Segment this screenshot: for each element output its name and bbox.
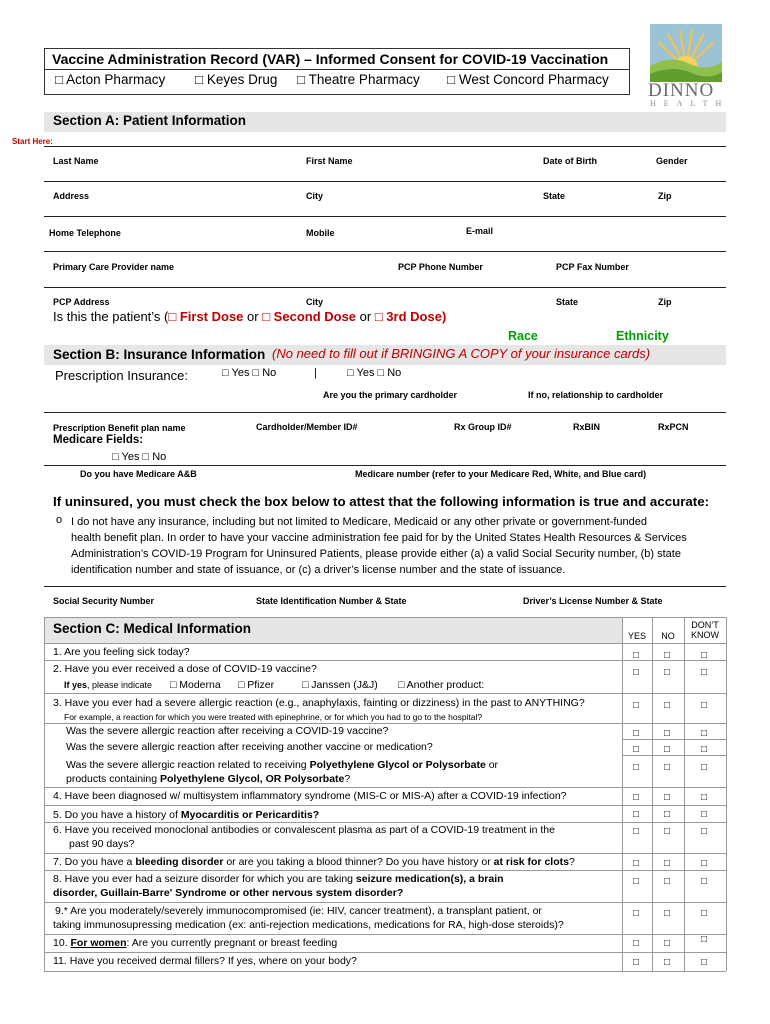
grid-line xyxy=(44,952,726,953)
question-1: 1. Are you feeling sick today? xyxy=(53,646,190,658)
bold-text: bleeding disorder xyxy=(135,856,224,868)
pcp-address-label: PCP Address xyxy=(53,297,110,307)
answer-no-checkbox[interactable]: □ xyxy=(664,957,671,968)
question-7 xyxy=(53,855,575,869)
state-id-label: State Identification Number & State xyxy=(256,596,407,606)
col-dont-know-line: DON’T xyxy=(691,620,719,630)
divider xyxy=(44,412,726,413)
pcp-state-label: State xyxy=(556,297,579,307)
text: ? xyxy=(344,773,351,785)
divider xyxy=(44,181,726,182)
answer-dont-know-checkbox[interactable]: □ xyxy=(701,667,708,678)
question-10 xyxy=(53,936,337,950)
plan-name-label: Prescription Benefit plan name xyxy=(53,423,186,433)
question-9-line2: taking immunosupressing medication (ex: anti-rejection medications, medications for RA, high-dose steroids)? xyxy=(53,919,564,931)
answer-yes-checkbox[interactable]: □ xyxy=(633,700,640,711)
another-product-checkbox[interactable]: □ Another product: xyxy=(398,679,485,691)
bold-text: at risk for clots xyxy=(493,856,569,868)
answer-dont-know-checkbox[interactable]: □ xyxy=(701,728,708,739)
question-4: 4. Have been diagnosed w/ multisystem inflammatory syndrome (MIS-C or MIS-A) after a COVID-19 infection? xyxy=(53,790,567,802)
question-3: 3. Have you ever had a severe allergic reaction (e.g., anaphylaxis, fainting or dizziness) in the past to ANYTHING? xyxy=(53,697,585,709)
text: : Are you currently pregnant or breast feeding xyxy=(126,937,338,949)
answer-dont-know-checkbox[interactable]: □ xyxy=(701,792,708,803)
primary-cardholder-label: Are you the primary cardholder xyxy=(323,390,458,400)
dob-label: Date of Birth xyxy=(543,156,597,166)
medicare-fields-label: Medicare Fields: xyxy=(53,434,144,446)
divider xyxy=(44,146,726,147)
grid-line xyxy=(44,617,45,971)
text: ? xyxy=(568,856,575,868)
pcp-fax-label: PCP Fax Number xyxy=(556,262,629,272)
grid-line xyxy=(44,853,726,854)
attestation-line: I do not have any insurance, including but not limited to Medicare, Medicaid or any other private or government-funded xyxy=(71,516,647,528)
answer-yes-checkbox[interactable]: □ xyxy=(633,826,640,837)
pcp-city-label: City xyxy=(306,297,324,307)
dinno-logo-icon xyxy=(650,24,722,82)
grid-line xyxy=(44,617,726,618)
relationship-label: If no, relationship to cardholder xyxy=(528,390,664,400)
text: 7. Do you have a xyxy=(53,856,136,868)
grid-line xyxy=(44,870,726,871)
answer-no-checkbox[interactable]: □ xyxy=(664,876,671,887)
city-label: City xyxy=(306,191,324,201)
dose-or: or xyxy=(243,309,263,324)
second-dose-checkbox[interactable]: □ Second Dose xyxy=(262,309,357,324)
pcp-zip-label: Zip xyxy=(658,297,672,307)
race-label: Race xyxy=(508,329,538,343)
rx-insurance-label: Prescription Insurance: xyxy=(55,368,188,383)
uninsured-attestation xyxy=(71,514,687,578)
divider xyxy=(44,287,726,288)
address-label: Address xyxy=(53,191,90,201)
grid-line xyxy=(622,617,623,971)
attestation-line: health benefit plan. In order to have your vaccine administration fee paid for by the United States Health Resources & Services xyxy=(71,532,687,544)
state-label: State xyxy=(543,191,566,201)
question-9 xyxy=(53,904,564,932)
dl-label: Driver’s License Number & State xyxy=(523,596,663,606)
logo-subtitle: HEALTH xyxy=(650,99,730,108)
answer-no-checkbox[interactable]: □ xyxy=(664,809,671,820)
answer-dont-know-checkbox[interactable]: □ xyxy=(701,934,708,945)
if-yes-label: If yes xyxy=(64,680,88,690)
gender-label: Gender xyxy=(656,156,688,166)
grid-line xyxy=(684,617,685,971)
answer-dont-know-checkbox[interactable]: □ xyxy=(701,762,708,773)
answer-no-checkbox[interactable]: □ xyxy=(664,908,671,919)
answer-yes-checkbox[interactable]: □ xyxy=(633,957,640,968)
question-3a: Was the severe allergic reaction after receiving a COVID-19 vaccine? xyxy=(66,725,389,737)
answer-yes-checkbox[interactable]: □ xyxy=(633,744,640,755)
medicare-number-label: Medicare number (refer to your Medicare Red, White, and Blue card) xyxy=(355,469,647,479)
question-8-line1 xyxy=(53,872,504,886)
grid-line xyxy=(44,971,726,972)
logo-wordmark: DINNO xyxy=(648,80,715,101)
dose-question xyxy=(53,309,446,324)
question-6 xyxy=(53,823,555,851)
text: 8. Have you ever had a seizure disorder for which you are taking xyxy=(53,873,356,885)
first-name-label: First Name xyxy=(306,156,353,166)
answer-dont-know-checkbox[interactable]: □ xyxy=(701,650,708,661)
question-3c-line2 xyxy=(66,772,498,786)
answer-dont-know-checkbox[interactable]: □ xyxy=(701,908,708,919)
pharmacy-acton-checkbox[interactable]: □ Acton Pharmacy xyxy=(55,72,166,87)
question-9-line1: 9.* Are you moderately/severely immunocompromised (ie: HIV, cancer treatment), a transplant patient, or xyxy=(55,905,542,917)
last-name-label: Last Name xyxy=(53,156,99,166)
indicate-label: , please indicate xyxy=(87,680,153,690)
text: 10. xyxy=(53,937,71,949)
answer-yes-checkbox[interactable]: □ xyxy=(633,858,640,869)
col-dont-know-header xyxy=(684,620,726,640)
attestation-line: Administration’s COVID-19 Program for Uninsured Patients, please provide either (a) a valid Social Security number, (b) state xyxy=(71,548,681,560)
bold-text: For women xyxy=(70,937,127,949)
divider xyxy=(44,586,726,587)
zip-label: Zip xyxy=(658,191,672,201)
text: or are you taking a blood thinner? Do you have history or xyxy=(223,856,494,868)
col-yes-header: YES xyxy=(627,631,646,641)
bold-text: Polyethylene Glycol or Polysorbate xyxy=(309,759,486,771)
answer-yes-checkbox[interactable]: □ xyxy=(633,762,640,773)
bold-text: Myocarditis or Pericarditis? xyxy=(180,809,320,821)
first-dose-checkbox[interactable]: □ First Dose xyxy=(168,309,244,324)
answer-dont-know-checkbox[interactable]: □ xyxy=(701,957,708,968)
question-3c xyxy=(66,758,498,786)
grid-line xyxy=(44,643,726,644)
uninsured-heading: If uninsured, you must check the box below to attest that the following information is true and accurate: xyxy=(53,494,710,509)
dose-prefix: Is this the patient’s ( xyxy=(53,309,169,324)
group-id-label: Rx Group ID# xyxy=(454,422,512,432)
janssen-checkbox[interactable]: □ Janssen (J&J) xyxy=(302,679,378,691)
question-8-line2: disorder, Guillain-Barre' Syndrome or other nervous system disorder? xyxy=(53,887,404,899)
question-2-followup xyxy=(64,680,152,690)
answer-no-checkbox[interactable]: □ xyxy=(664,650,671,661)
grid-line xyxy=(44,660,726,661)
question-3-example: For example, a reaction for which you were treated with epinephrine, or for which you had to go to the hospital? xyxy=(64,712,483,722)
rx-insurance-yes-no[interactable]: □ Yes □ No xyxy=(222,367,277,379)
answer-yes-checkbox[interactable]: □ xyxy=(633,908,640,919)
pharmacy-theatre-checkbox[interactable]: □ Theatre Pharmacy xyxy=(297,72,420,87)
answer-no-checkbox[interactable]: □ xyxy=(664,792,671,803)
third-dose-checkbox[interactable]: □ 3rd Dose) xyxy=(374,309,447,324)
answer-dont-know-checkbox[interactable]: □ xyxy=(701,826,708,837)
grid-line xyxy=(622,739,726,740)
answer-dont-know-checkbox[interactable]: □ xyxy=(701,858,708,869)
divider xyxy=(44,465,726,466)
medicare-yes-no[interactable]: □ Yes □ No xyxy=(112,451,167,463)
question-5 xyxy=(53,808,319,822)
section-a-title: Section A: Patient Information xyxy=(53,113,247,128)
grid-line xyxy=(44,805,726,806)
separator: | xyxy=(314,367,317,379)
grid-line xyxy=(726,617,727,971)
uninsured-checkbox[interactable]: o xyxy=(56,514,63,526)
grid-line xyxy=(652,617,653,971)
text: products containing xyxy=(66,773,160,785)
answer-yes-checkbox[interactable]: □ xyxy=(633,728,640,739)
attestation-line: identification number and state of issuance, or (c) a driver’s license number and the state of issuance. xyxy=(71,564,566,576)
answer-no-checkbox[interactable]: □ xyxy=(664,938,671,949)
answer-yes-checkbox[interactable]: □ xyxy=(633,667,640,678)
rxbin-label: RxBIN xyxy=(573,422,601,432)
dose-or: or xyxy=(356,309,375,324)
answer-yes-checkbox[interactable]: □ xyxy=(633,876,640,887)
text: Was the severe allergic reaction related to receiving xyxy=(66,759,310,771)
question-2: 2. Have you ever received a dose of COVID-19 vaccine? xyxy=(53,663,317,675)
member-id-label: Cardholder/Member ID# xyxy=(256,422,358,432)
email-label: E-mail xyxy=(466,226,494,236)
rxpcn-label: RxPCN xyxy=(658,422,689,432)
page-title: Vaccine Administration Record (VAR) – Informed Consent for COVID-19 Vaccination xyxy=(52,51,609,67)
answer-yes-checkbox[interactable]: □ xyxy=(633,792,640,803)
answer-yes-checkbox[interactable]: □ xyxy=(633,938,640,949)
answer-yes-checkbox[interactable]: □ xyxy=(633,650,640,661)
section-c-title: Section C: Medical Information xyxy=(53,621,252,636)
grid-line xyxy=(44,787,726,788)
mobile-label: Mobile xyxy=(306,228,335,238)
section-b-title: Section B: Insurance Information xyxy=(53,347,266,362)
moderna-checkbox[interactable]: □ Moderna xyxy=(170,679,221,691)
text: 5. Do you have a history of xyxy=(53,809,181,821)
text: or xyxy=(485,759,499,771)
answer-dont-know-checkbox[interactable]: □ xyxy=(701,744,708,755)
pcp-phone-label: PCP Phone Number xyxy=(398,262,483,272)
answer-yes-checkbox[interactable]: □ xyxy=(633,809,640,820)
primary-cardholder-yes-no[interactable]: □ Yes □ No xyxy=(347,367,402,379)
bold-text: seizure medication(s), a brain xyxy=(355,873,504,885)
answer-no-checkbox[interactable]: □ xyxy=(664,762,671,773)
start-here-label: Start Here: xyxy=(12,137,53,146)
col-no-header: NO xyxy=(661,631,675,641)
answer-dont-know-checkbox[interactable]: □ xyxy=(701,809,708,820)
pfizer-checkbox[interactable]: □ Pfizer xyxy=(238,679,275,691)
question-6-line2: past 90 days? xyxy=(69,838,135,850)
pharmacy-keyes-checkbox[interactable]: □ Keyes Drug xyxy=(195,72,278,87)
bold-text: Polyethylene Glycol, OR Polysorbate xyxy=(159,773,345,785)
pharmacy-west-concord-checkbox[interactable]: □ West Concord Pharmacy xyxy=(447,72,609,87)
question-3b: Was the severe allergic reaction after receiving another vaccine or medication? xyxy=(66,741,433,753)
grid-line xyxy=(44,693,726,694)
grid-line xyxy=(622,755,726,756)
divider xyxy=(44,216,726,217)
answer-no-checkbox[interactable]: □ xyxy=(664,700,671,711)
grid-line xyxy=(44,902,726,903)
answer-no-checkbox[interactable]: □ xyxy=(664,858,671,869)
grid-line xyxy=(44,934,726,935)
medicare-ab-label: Do you have Medicare A&B xyxy=(80,469,197,479)
home-telephone-label: Home Telephone xyxy=(49,228,121,238)
answer-no-checkbox[interactable]: □ xyxy=(664,826,671,837)
ethnicity-label: Ethnicity xyxy=(616,329,669,343)
pcp-name-label: Primary Care Provider name xyxy=(53,262,175,272)
question-3c-line1 xyxy=(66,758,498,772)
answer-no-checkbox[interactable]: □ xyxy=(664,744,671,755)
answer-dont-know-checkbox[interactable]: □ xyxy=(701,700,708,711)
question-11: 11. Have you received dermal fillers? If yes, where on your body? xyxy=(53,955,357,967)
section-b-note: (No need to fill out if BRINGING A COPY of your insurance cards) xyxy=(272,346,651,361)
question-6-line1: 6. Have you received monoclonal antibodies or convalescent plasma as part of a COVID-19 treatment in the xyxy=(53,824,555,836)
divider xyxy=(44,251,726,252)
answer-dont-know-checkbox[interactable]: □ xyxy=(701,876,708,887)
answer-no-checkbox[interactable]: □ xyxy=(664,728,671,739)
question-8 xyxy=(53,872,504,900)
ssn-label: Social Security Number xyxy=(53,596,155,606)
answer-no-checkbox[interactable]: □ xyxy=(664,667,671,678)
col-dont-know-line: KNOW xyxy=(691,630,719,640)
